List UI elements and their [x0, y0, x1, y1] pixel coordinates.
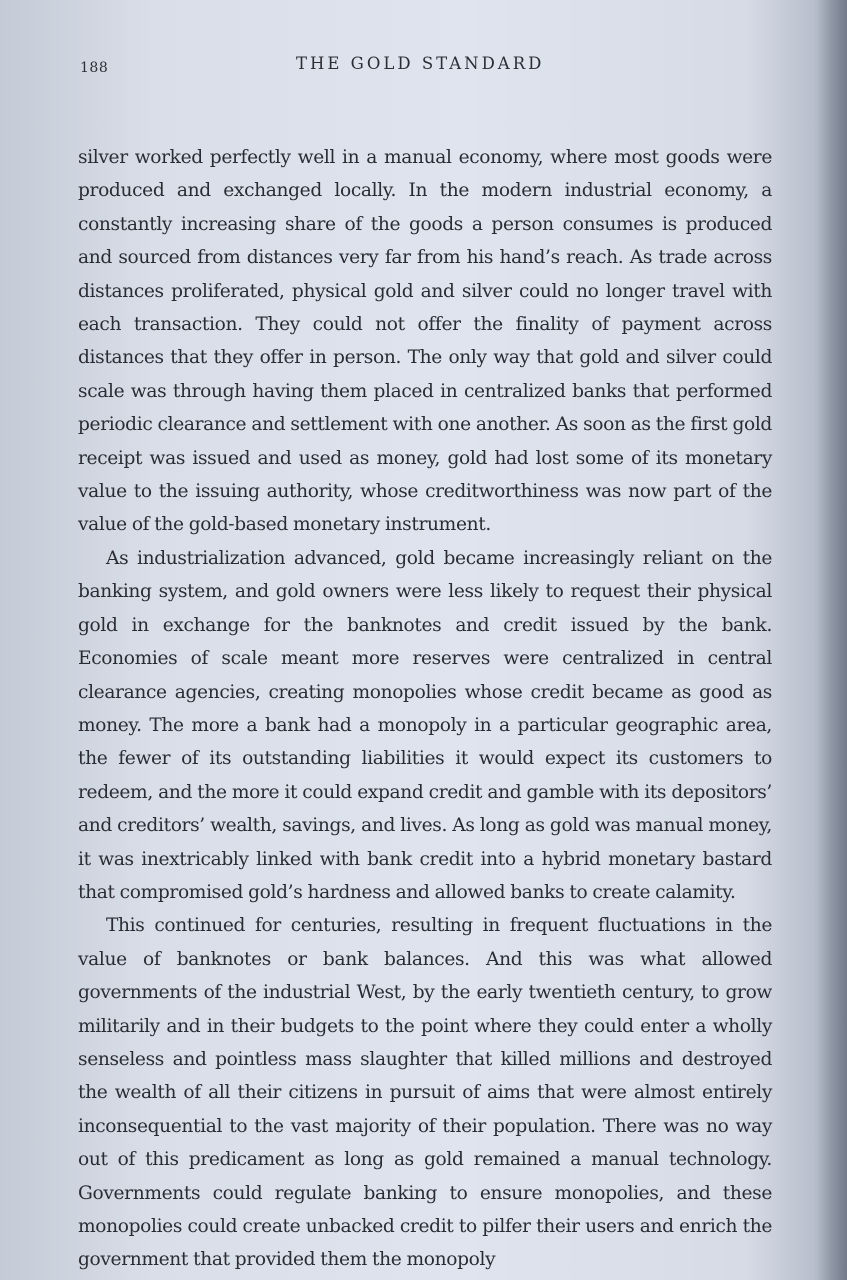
paragraph-1: silver worked perfectly well in a manual economy, where most goods were produced and exchanged locally. In the modern industrial economy, a constantly increasing share of the goods a person consumes is produced and sourced from distances very far from his hand’s reach. As trade across distances proliferated, physical gold and silver could no longer travel with each transaction. They could not offer the finality of payment across distances that they offer in person. The only way that gold and silver could scale was through having them placed in centralized banks that performed periodic clearance and settlement with one another. As soon as the first gold receipt was issued and used as money, gold had lost some of its monetary value to the issuing authority, whose creditworthiness was now part of the value of the gold-based monetary instrument.	[78, 147, 772, 536]
page-edge-shadow	[817, 0, 847, 1280]
page-number: 188	[80, 60, 109, 76]
page-header	[0, 54, 847, 84]
running-head-title: THE GOLD STANDARD	[296, 54, 545, 73]
body-text	[78, 141, 772, 1271]
paragraph-2: As industrialization advanced, gold became increasingly reliant on the banking system, and gold owners were less likely to request their physical gold in exchange for the banknotes and credit issued by the bank. Economies of scale meant more reserves were centralized in central clearance agencies, creating monopolies whose credit became as good as money. The more a bank had a monopoly in a particular geographic area, the fewer of its outstanding liabilities it would expect its customers to redeem, and the more it could expand credit and gamble with its depositors’ and creditors’ wealth, savings, and lives. As long as gold was manual money, it was inextricably linked with bank credit into a hybrid monetary bastard that compromised gold’s hardness and allowed banks to create calamity.	[78, 547, 772, 903]
paragraph-3: This continued for centuries, resulting in frequent fluctuations in the value of banknotes or bank balances. And this was what allowed governments of the industrial West, by the early twentieth century, to grow militarily and in their budgets to the point where they could enter a wholly senseless and pointless mass slaughter that killed millions and destroyed the wealth of all their citizens in pursuit of aims that were almost entirely inconsequential to the vast majority of their population. There was no way out of this predicament as long as gold remained a manual technology. Governments could regulate banking to ensure monopolies, and these monopolies could create unbacked credit to pilfer their users and enrich the government that provided them the monopoly	[78, 915, 772, 1271]
